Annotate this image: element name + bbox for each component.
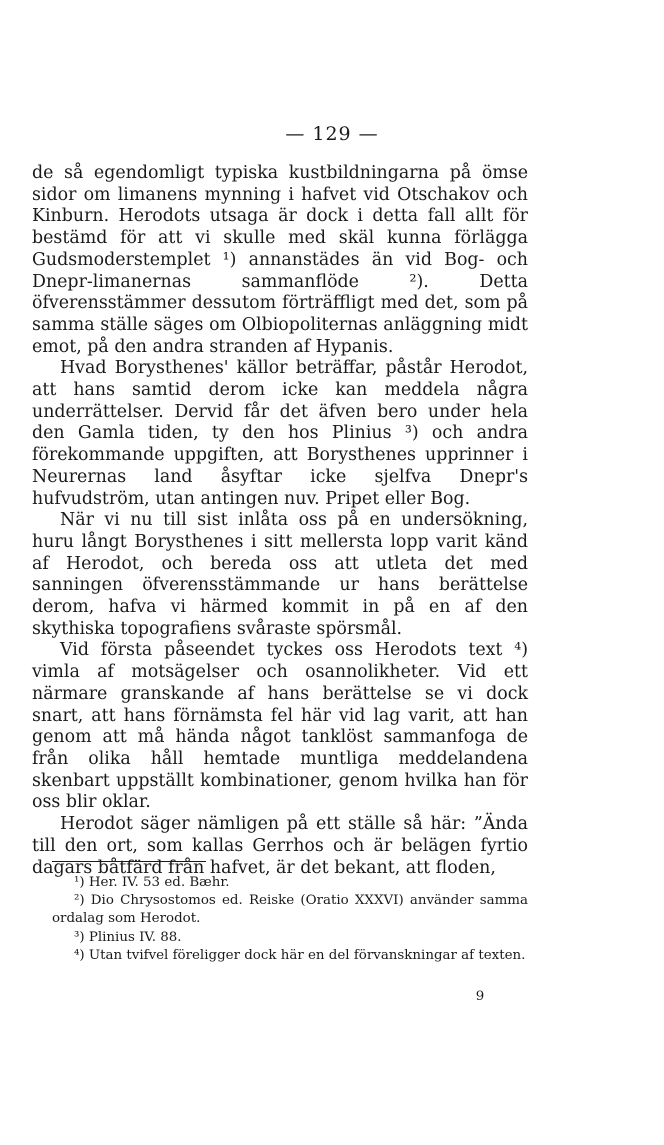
- footnote: ²) Dio Chrysostomos ed. Reiske (Oratio XXXVI) använder samma ordalag som Herodot.: [52, 893, 528, 927]
- paragraph: Hvad Borysthenes' källor beträffar, påstår Herodot, att hans samtid derom icke kan meddela några underrättelser. Dervid får det äfven bero under hela den Gamla tiden, ty den hos Plinius ³) och andra förekommande uppgiften, att Borysthenes upprinner i Neurernas land åsyftar icke sjelfva Dnepr's hufvudström, utan antingen nuv. Pripet eller Bog.: [32, 358, 528, 509]
- paragraph: Vid första påseendet tyckes oss Herodots text ⁴) vimla af motsägelser och osannolikheter. Vid ett närmare granskande af hans berättelse se vi dock snart, att hans förnämsta fel här vid lag varit, att han genom att må hända något tanklöst sammanfoga de från olika håll hemtade muntliga meddelandena skenbart uppställt kombinationer, genom hvilka han för oss blir oklar.: [32, 640, 528, 813]
- footnote: ¹) Her. IV. 53 ed. Bæhr.: [74, 875, 230, 890]
- footnote: ⁴) Utan tvifvel föreligger dock här en del förvanskningar af texten.: [74, 947, 526, 963]
- paragraph: När vi nu till sist inlåta oss på en undersökning, huru långt Borysthenes i sitt mellersta lopp varit känd af Herodot, och bereda oss att utleta det med sanningen öfverensstämmande ur hans berättelse derom, hafva vi härmed kommit in på en af den skythiska topografiens svåraste spörsmål.: [32, 510, 528, 639]
- paragraph: de så egendomligt typiska kustbildningarna på ömse sidor om limanens mynning i hafvet vid Otschakov och Kinburn. Herodots utsaga är dock i detta fall allt för bestämd för att vi skulle med skäl kunna förlägga Gudsmoderstemplet ¹) annanstädes än vid Bog- och Dnepr-limanernas sammanflöde ²). Detta öfverensstämmer dessutom förträffligt med det, som på samma ställe säges om Olbiopoliternas anläggning midt emot, på den andra stranden af Hypanis.: [32, 163, 528, 357]
- footnote: ³) Plinius IV. 88.: [74, 929, 182, 945]
- footnotes: [52, 874, 528, 965]
- paragraph: Herodot säger nämligen på ett ställe så här: ”Ända till den ort, som kallas Gerrhos och är belägen fyrtio dagars båtfärd från hafvet, är det bekant, att floden,: [32, 814, 528, 878]
- signature-mark: 9: [475, 989, 485, 1004]
- main-text: [32, 163, 528, 879]
- page-number: — 129 —: [285, 123, 379, 145]
- footnote-divider: [52, 861, 206, 862]
